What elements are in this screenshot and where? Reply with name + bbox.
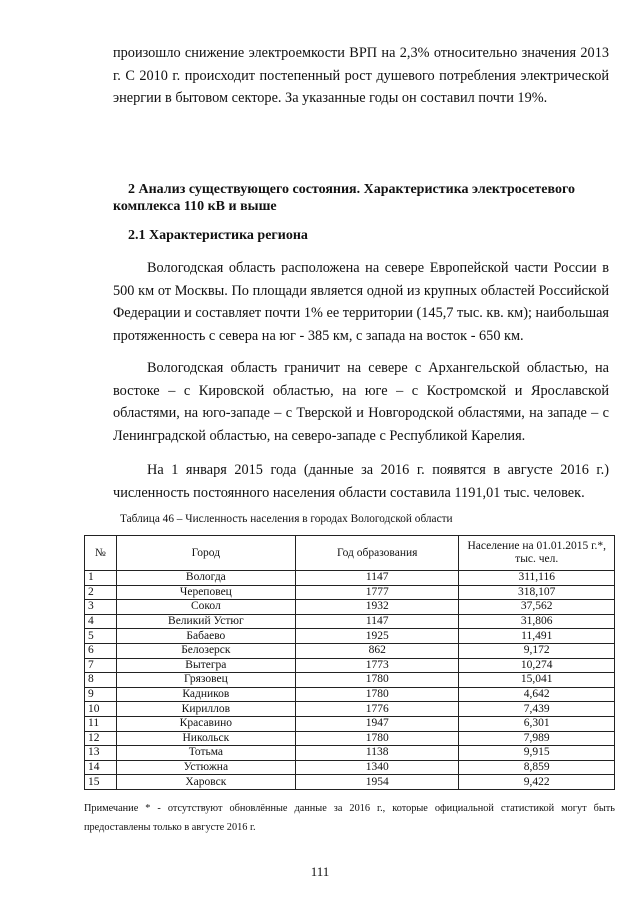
top-paragraph: произошло снижение электроемкости ВРП на 2,3% относительно значения 2013 г. С 2010 г. происходит постепенный рост душевого потребления электрической энергии в бытовом секторе. За указанные годы он составил почти 19%. (113, 45, 609, 106)
cell-no: 11 (85, 716, 117, 731)
cell-year: 1954 (295, 775, 459, 790)
table-row (85, 731, 615, 746)
cell-no: 7 (85, 658, 117, 673)
cell-no: 9 (85, 687, 117, 702)
cell-no: 4 (85, 614, 117, 629)
table-row (85, 600, 615, 615)
header-population (459, 536, 615, 571)
cell-no: 12 (85, 731, 117, 746)
cell-year: 1773 (295, 658, 459, 673)
cell-population: 311,116 (459, 571, 615, 586)
cell-city: Вологда (116, 571, 295, 586)
cell-population: 4,642 (459, 687, 615, 702)
cell-no: 3 (85, 600, 117, 615)
table-row (85, 687, 615, 702)
cell-year: 1777 (295, 585, 459, 600)
cell-city: Никольск (116, 731, 295, 746)
cell-population: 9,422 (459, 775, 615, 790)
cell-city: Белозерск (116, 643, 295, 658)
cell-year: 1147 (295, 571, 459, 586)
body-paragraph: На 1 января 2015 года (данные за 2016 г. появятся в августе 2016 г.) численность постоянного населения области составила 1191,01 тыс. человек. (113, 462, 609, 501)
cell-year: 1776 (295, 702, 459, 717)
cell-population: 8,859 (459, 760, 615, 775)
cell-year: 1138 (295, 746, 459, 761)
cell-population: 11,491 (459, 629, 615, 644)
cell-year: 1932 (295, 600, 459, 615)
cell-city: Кадников (116, 687, 295, 702)
cell-city: Череповец (116, 585, 295, 600)
table-row (85, 629, 615, 644)
cell-no: 2 (85, 585, 117, 600)
cell-no: 8 (85, 673, 117, 688)
table-row (85, 614, 615, 629)
table-row (85, 571, 615, 586)
population-table (84, 535, 615, 790)
cell-population: 9,915 (459, 746, 615, 761)
table-row (85, 716, 615, 731)
cell-population: 7,989 (459, 731, 615, 746)
cell-city: Сокол (116, 600, 295, 615)
subsection-heading: 2.1 Характеристика региона (128, 228, 308, 243)
cell-year: 1947 (295, 716, 459, 731)
header-population-line1: Население на 01.01.2015 г.*, (467, 540, 607, 552)
table-row (85, 658, 615, 673)
table-note: Примечание * - отсутствуют обновлённые данные за 2016 г., которые официальной статистикой могут быть предоставлены только в августе 2016 г. (84, 803, 615, 833)
table-row (85, 702, 615, 717)
cell-population: 15,041 (459, 673, 615, 688)
cell-year: 1780 (295, 673, 459, 688)
cell-city: Тотьма (116, 746, 295, 761)
table-row (85, 643, 615, 658)
cell-no: 1 (85, 571, 117, 586)
cell-no: 10 (85, 702, 117, 717)
cell-city: Бабаево (116, 629, 295, 644)
cell-year: 1780 (295, 731, 459, 746)
table-header-row (85, 536, 615, 571)
cell-city: Вытегра (116, 658, 295, 673)
cell-city: Кириллов (116, 702, 295, 717)
cell-population: 37,562 (459, 600, 615, 615)
cell-year: 1340 (295, 760, 459, 775)
cell-year: 1780 (295, 687, 459, 702)
cell-city: Харовск (116, 775, 295, 790)
cell-no: 5 (85, 629, 117, 644)
cell-city: Грязовец (116, 673, 295, 688)
cell-population: 7,439 (459, 702, 615, 717)
table-caption: Таблица 46 – Численность населения в городах Вологодской области (120, 513, 453, 525)
cell-city: Красавино (116, 716, 295, 731)
table-row (85, 585, 615, 600)
body-paragraph: Вологодская область расположена на севере Европейской части России в 500 км от Москвы. По площади является одной из крупных областей Российской Федерации и составляет почти 1% ее территории (145,7 тыс. кв. км); наибольшая протяженность с севера на юг - 385 км, с запада на восток - 650 км. (113, 260, 609, 344)
table-row (85, 775, 615, 790)
body-paragraph: Вологодская область граничит на севере с Архангельской областью, на востоке – с Кировской областью, на юге – с Костромской и Ярославской областями, на юго-западе – с Тверской и Новгородской областями, на западе – с Ленинградской областью, на северо-западе с Республикой Карелия. (113, 360, 609, 444)
cell-population: 31,806 (459, 614, 615, 629)
cell-population: 318,107 (459, 585, 615, 600)
cell-year: 862 (295, 643, 459, 658)
cell-no: 13 (85, 746, 117, 761)
cell-no: 15 (85, 775, 117, 790)
header-population-line2: тыс. чел. (515, 553, 559, 565)
cell-year: 1925 (295, 629, 459, 644)
table-body (85, 571, 615, 790)
header-no: № (85, 536, 117, 571)
cell-city: Устюжна (116, 760, 295, 775)
section-heading: 2 Анализ существующего состояния. Характеристика электросетевого комплекса 110 кВ и выше (113, 182, 575, 214)
cell-no: 6 (85, 643, 117, 658)
table-row (85, 760, 615, 775)
cell-city: Великий Устюг (116, 614, 295, 629)
cell-population: 10,274 (459, 658, 615, 673)
cell-population: 6,301 (459, 716, 615, 731)
table-row (85, 746, 615, 761)
cell-population: 9,172 (459, 643, 615, 658)
cell-year: 1147 (295, 614, 459, 629)
page-number: 111 (310, 864, 330, 879)
header-city: Город (116, 536, 295, 571)
header-year: Год образования (295, 536, 459, 571)
cell-no: 14 (85, 760, 117, 775)
table-row (85, 673, 615, 688)
